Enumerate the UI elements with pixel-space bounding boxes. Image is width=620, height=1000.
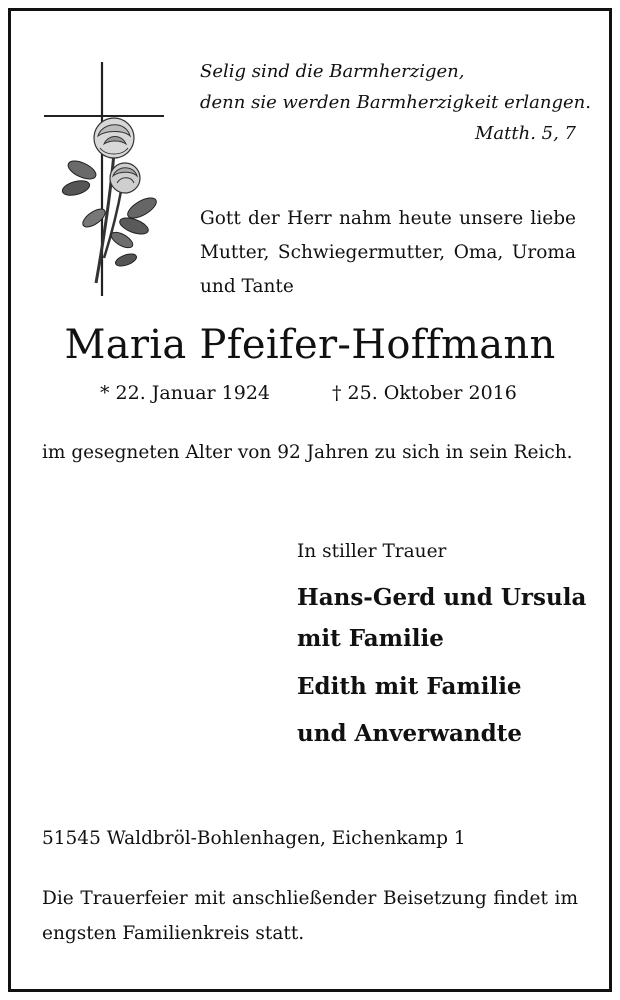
intro-line-2: Mutter, Schwiegermutter, Oma, Uroma [200, 242, 576, 263]
address: 51545 Waldbröl-Bohlenhagen, Eichenkamp 1 [42, 828, 466, 849]
mourner-family-1-line-1: Hans-Gerd und Ursula [297, 584, 587, 611]
mourning-heading: In stiller Trauer [297, 541, 447, 562]
mourner-family-2: Edith mit Familie [297, 673, 522, 700]
mourner-relatives: und Anverwandte [297, 720, 522, 747]
death-date: † 25. Oktober 2016 [332, 382, 517, 404]
verse-line-2: denn sie werden Barmherzigkeit erlangen. [200, 92, 591, 113]
verse-reference: Matth. 5, 7 [474, 123, 576, 144]
intro-line-3: und Tante [200, 276, 294, 297]
intro-line-1: Gott der Herr nahm heute unsere liebe [200, 208, 576, 229]
mourner-family-1-line-2: mit Familie [297, 625, 444, 652]
verse-line-1: Selig sind die Barmherzigen, [200, 61, 465, 82]
birth-date: * 22. Januar 1924 [100, 382, 271, 404]
age-statement: im gesegneten Alter von 92 Jahren zu sich in sein Reich. [42, 442, 573, 463]
notice-line-2: engsten Familienkreis statt. [42, 923, 305, 944]
deceased-name: Maria Pfeifer-Hoffmann [64, 322, 556, 368]
cross-with-rose-icon [38, 58, 170, 303]
notice-line-1: Die Trauerfeier mit anschließender Beisetzung findet im [42, 888, 578, 909]
